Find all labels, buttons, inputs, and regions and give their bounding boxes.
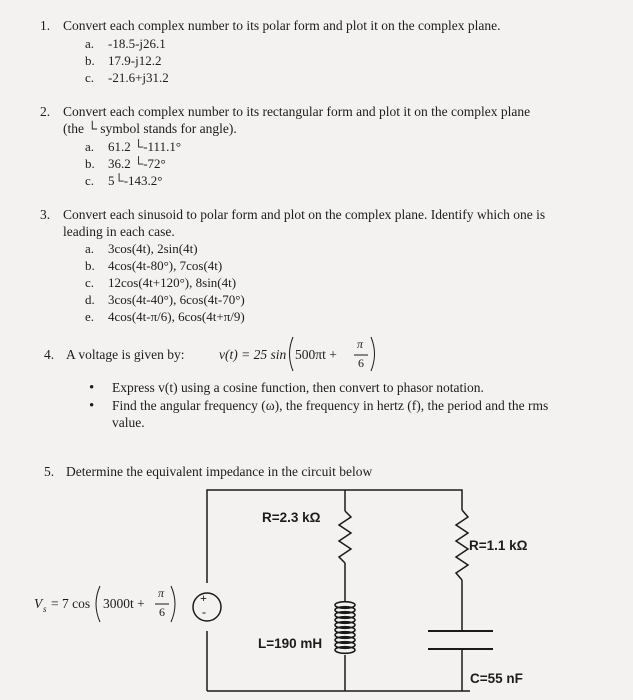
vs-num: π xyxy=(158,586,165,600)
q1-item-b-label: b. xyxy=(85,53,95,68)
q2-number: 2. xyxy=(40,104,51,119)
q3-item-c-value: 12cos(4t+120°), 8sin(4t) xyxy=(108,275,237,290)
q1-number: 1. xyxy=(40,18,51,33)
q4-number: 4. xyxy=(44,347,55,362)
q3-item-e-label: e. xyxy=(85,309,95,324)
q1-item-b-value: 17.9-j12.2 xyxy=(108,53,162,68)
q4-paren-left xyxy=(290,337,294,371)
q2-item-b-label: b. xyxy=(85,156,95,171)
q1-item-c-label: c. xyxy=(85,70,95,85)
q2-text-line1: Convert each complex number to its rectangular form and plot it on the complex plane xyxy=(63,104,531,119)
q1-item-a-value: -18.5-j26.1 xyxy=(108,36,166,51)
inductor-l xyxy=(335,602,355,654)
resistor-r1 xyxy=(339,511,351,563)
q3-item-c-label: c. xyxy=(85,275,95,290)
r2-label: R=1.1 kΩ xyxy=(469,538,528,553)
vs-arg: 3000t + xyxy=(103,596,145,611)
q4-formula-lhs: v(t) = 25 sin xyxy=(219,347,287,362)
voltage-source xyxy=(193,593,221,621)
vs-subscript: s xyxy=(43,604,47,614)
q3-item-a-label: a. xyxy=(85,241,95,256)
q2-item-a-value: 61.2 └-111.1° xyxy=(108,139,182,154)
r1-label: R=2.3 kΩ xyxy=(262,510,321,525)
c-label: C=55 nF xyxy=(470,671,523,686)
q3-number: 3. xyxy=(40,207,51,222)
vs-mid: = 7 cos xyxy=(51,596,91,611)
q1-item-c-value: -21.6+j31.2 xyxy=(108,70,169,85)
vs-symbol: V xyxy=(34,596,43,611)
q4-paren-right xyxy=(371,337,375,371)
q2-item-c-value: 5└-143.2° xyxy=(108,173,163,188)
vs-den: 6 xyxy=(159,605,165,619)
q4-bullet-1: • Express v(t) using a cosine function, then convert to phasor notation. xyxy=(112,380,484,396)
q2-item-a-label: a. xyxy=(85,139,95,154)
q3-item-d-label: d. xyxy=(85,292,95,307)
source-minus: - xyxy=(202,605,206,619)
q1-text: Convert each complex number to its polar form and plot it on the complex plane. xyxy=(63,18,501,33)
q5-text: Determine the equivalent impedance in the circuit below xyxy=(66,464,373,479)
q4-text: A voltage is given by: xyxy=(66,347,185,362)
q4-bullet-2: • Find the angular frequency (ω), the frequency in hertz (f), the period and the rms xyxy=(112,398,548,414)
q4-bullet-2-cont: value. xyxy=(112,415,145,430)
q2-item-b-value: 36.2 └-72° xyxy=(108,156,166,171)
resistor-r2 xyxy=(456,510,468,580)
q2-text-line2: (the └ symbol stands for angle). xyxy=(63,121,237,136)
q3-item-e-value: 4cos(4t-π/6), 6cos(4t+π/9) xyxy=(108,309,245,324)
q2-item-c-label: c. xyxy=(85,173,95,188)
q3-item-b-value: 4cos(4t-80°), 7cos(4t) xyxy=(108,258,223,273)
q5-number: 5. xyxy=(44,464,55,479)
q3-item-b-label: b. xyxy=(85,258,95,273)
q3-text-line1: Convert each sinusoid to polar form and plot on the complex plane. Identify which one is xyxy=(63,207,546,222)
q3-text-line2: leading in each case. xyxy=(63,224,175,239)
q4-formula-arg: 500πt + xyxy=(295,347,337,362)
q1-item-a-label: a. xyxy=(85,36,95,51)
l-label: L=190 mH xyxy=(258,636,323,651)
wire-left-top xyxy=(207,490,462,583)
q3-item-a-value: 3cos(4t), 2sin(4t) xyxy=(108,241,198,256)
vs-paren-right xyxy=(171,586,175,622)
source-plus: + xyxy=(200,591,207,605)
q4-formula-num: π xyxy=(357,337,364,351)
q3-item-d-value: 3cos(4t-40°), 6cos(4t-70°) xyxy=(108,292,245,307)
q4-formula-den: 6 xyxy=(358,356,364,370)
vs-paren-left xyxy=(96,586,100,622)
